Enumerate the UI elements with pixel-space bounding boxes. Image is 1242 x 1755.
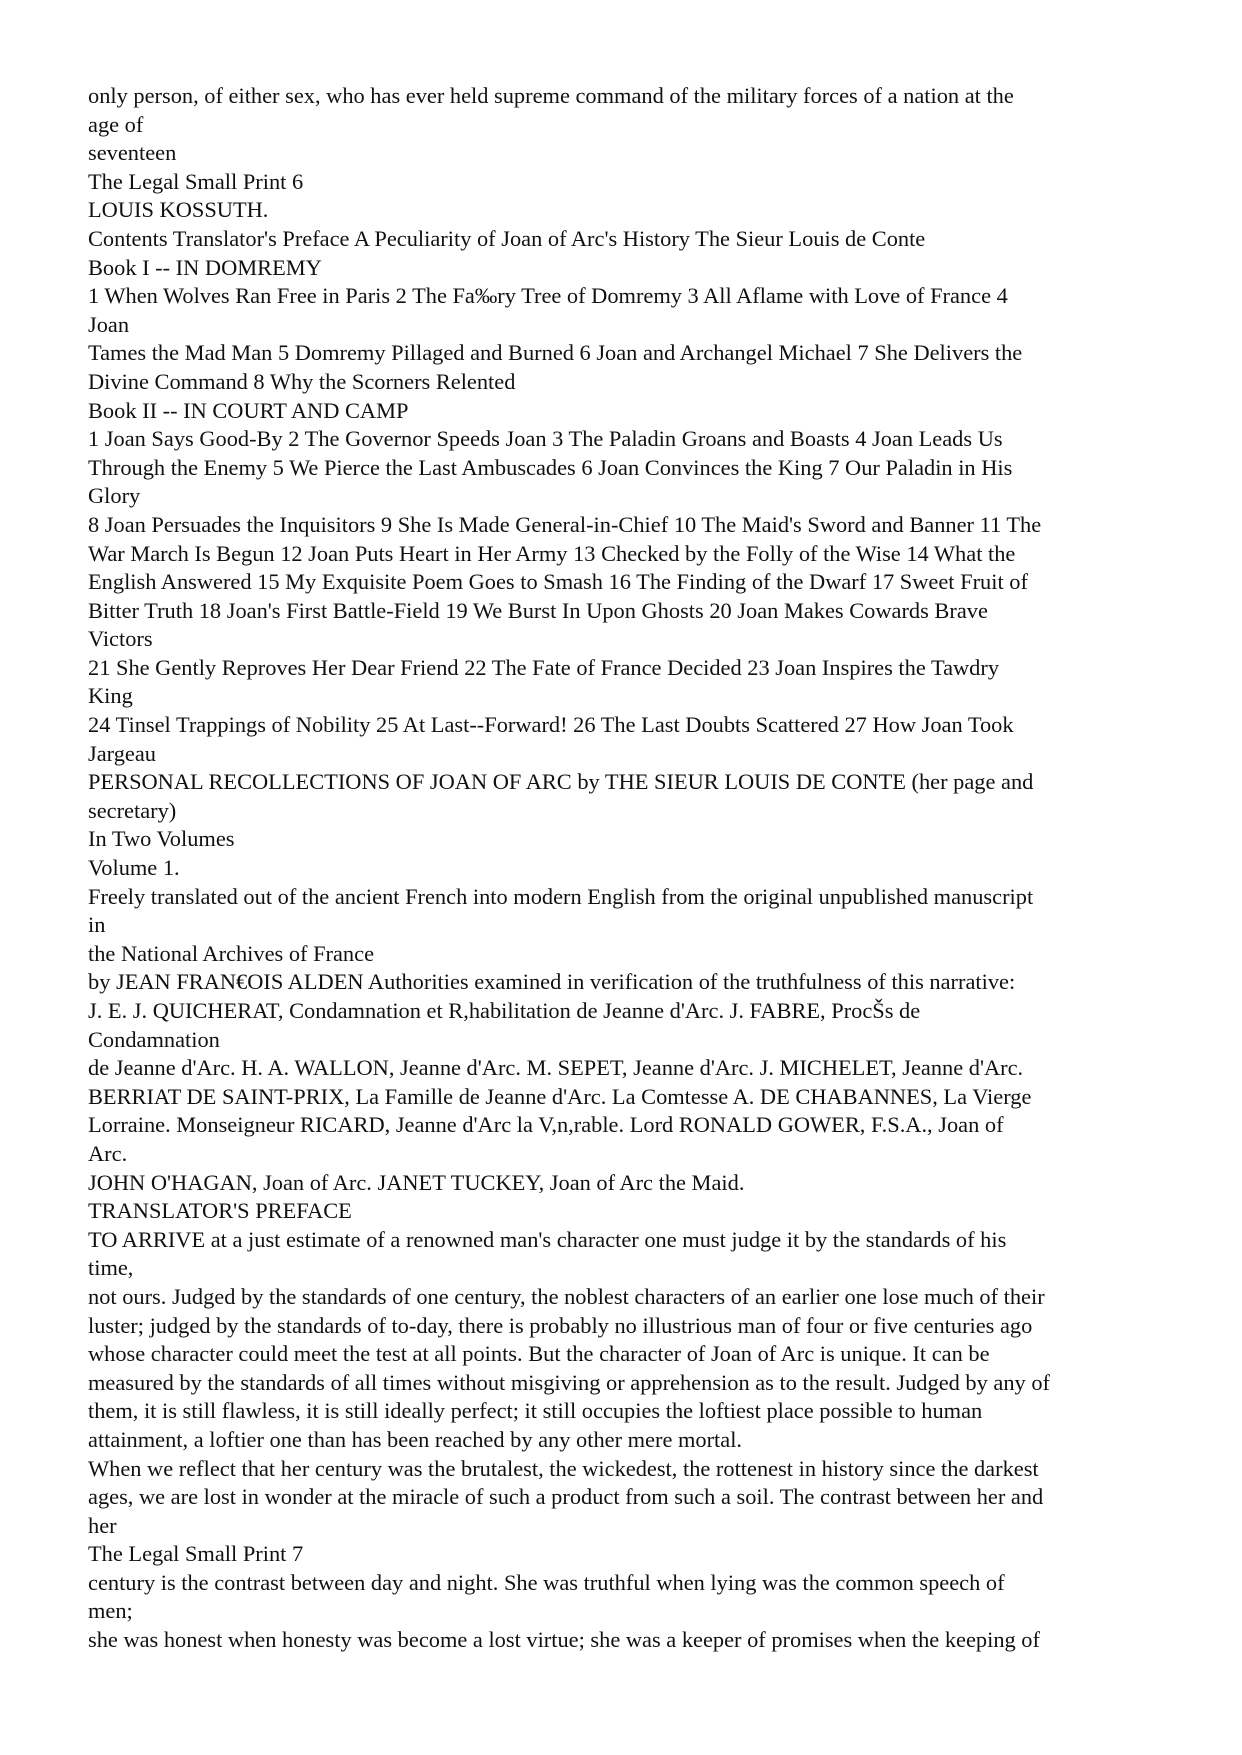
- text-line-39: JOHN O'HAGAN, Joan of Arc. JANET TUCKEY, Joan of Arc the Maid.: [88, 1169, 745, 1195]
- text-line-11: Divine Command 8 Why the Scorners Relented: [88, 368, 516, 394]
- text-line-35: de Jeanne d'Arc. H. A. WALLON, Jeanne d'Arc. M. SEPET, Jeanne d'Arc. J. MICHELET, Jeanne d'Arc.: [88, 1055, 1024, 1081]
- text-line-53: century is the contrast between day and night. She was truthful when lying was the common speech of: [88, 1569, 1005, 1595]
- text-line-1: only person, of either sex, who has ever held supreme command of the military forces of a nation at the: [88, 83, 1014, 108]
- text-line-45: whose character could meet the test at all points. But the character of Joan of Arc is unique. It can be: [88, 1341, 990, 1367]
- text-line-43: not ours. Judged by the standards of one century, the noblest characters of an earlier one lose much of their: [88, 1283, 1045, 1309]
- text-line-20: Victors: [88, 626, 153, 652]
- text-line-26: secretary): [88, 797, 177, 823]
- text-line-55: she was honest when honesty was become a lost virtue; she was a keeper of promises when the keeping of: [88, 1627, 1040, 1653]
- text-line-46: measured by the standards of all times without misgiving or apprehension as to the result. Judged by any of: [88, 1369, 1050, 1395]
- text-line-19: Bitter Truth 18 Joan's First Battle-Field 19 We Burst In Upon Ghosts 20 Joan Makes Cowards Brave: [88, 597, 988, 623]
- text-line-31: the National Archives of France: [88, 940, 375, 966]
- text-line-32: by JEAN FRAN€OIS ALDEN Authorities examined in verification of the truthfulness of this narrative:: [88, 969, 1016, 995]
- text-line-16: 8 Joan Persuades the Inquisitors 9 She Is Made General-in-Chief 10 The Maid's Sword and Banner 11 The: [88, 511, 1042, 537]
- text-line-29: Freely translated out of the ancient French into modern English from the original unpublished manuscript: [88, 883, 1034, 909]
- book-one-heading: Book I -- IN DOMREMY: [88, 254, 322, 280]
- text-line-36: BERRIAT DE SAINT-PRIX, La Famille de Jeanne d'Arc. La Comtesse A. DE CHABANNES, La Vierge: [88, 1083, 1032, 1109]
- text-line-54: men;: [88, 1598, 133, 1624]
- text-line-21: 21 She Gently Reproves Her Dear Friend 22 The Fate of France Decided 23 Joan Inspires the Tawdry: [88, 654, 1000, 680]
- title-line: PERSONAL RECOLLECTIONS OF JOAN OF ARC by THE SIEUR LOUIS DE CONTE (her page and: [88, 769, 1034, 795]
- preface-heading: TRANSLATOR'S PREFACE: [88, 1198, 352, 1224]
- text-line-9: Joan: [88, 311, 130, 337]
- text-line-23: 24 Tinsel Trappings of Nobility 25 At Last--Forward! 26 The Last Doubts Scattered 27 How Joan Took: [88, 712, 1014, 738]
- text-line-3: seventeen: [88, 140, 177, 166]
- text-line-38: Arc.: [88, 1140, 128, 1166]
- text-line-50: ages, we are lost in wonder at the miracle of such a product from such a soil. The contrast between her and: [88, 1484, 1044, 1510]
- text-line-28: Volume 1.: [88, 855, 180, 881]
- text-line-37: Lorraine. Monseigneur RICARD, Jeanne d'Arc la V,n,rable. Lord RONALD GOWER, F.S.A., Joan of: [88, 1112, 1004, 1138]
- text-line-2: age of: [88, 111, 144, 137]
- text-line-22: King: [88, 683, 133, 709]
- text-line-30: in: [88, 912, 106, 938]
- text-line-41: TO ARRIVE at a just estimate of a renowned man's character one must judge it by the standards of his: [88, 1226, 1007, 1252]
- text-line-44: luster; judged by the standards of to-day, there is probably no illustrious man of four or five centuries ago: [88, 1312, 1033, 1338]
- book-two-heading: Book II -- IN COURT AND CAMP: [88, 397, 409, 423]
- text-line-18: English Answered 15 My Exquisite Poem Goes to Smash 16 The Finding of the Dwarf 17 Sweet Fruit of: [88, 569, 1028, 595]
- text-line-10: Tames the Mad Man 5 Domremy Pillaged and Burned 6 Joan and Archangel Michael 7 She Delivers the: [88, 340, 1023, 366]
- text-line-15: Glory: [88, 483, 141, 509]
- text-line-33: J. E. J. QUICHERAT, Condamnation et R,habilitation de Jeanne d'Arc. J. FABRE, ProcŠs de: [88, 998, 921, 1023]
- text-line-27: In Two Volumes: [88, 826, 235, 852]
- text-line-42: time,: [88, 1255, 134, 1281]
- text-line-17: War March Is Begun 12 Joan Puts Heart in Her Army 13 Checked by the Folly of the Wise 14 What the: [88, 540, 1016, 566]
- text-line-49: When we reflect that her century was the brutalest, the wickedest, the rottenest in history since the darkest: [88, 1455, 1039, 1481]
- text-line-47: them, it is still flawless, it is still ideally perfect; it still occupies the loftiest place possible to human: [88, 1398, 983, 1424]
- text-line-14: Through the Enemy 5 We Pierce the Last Ambuscades 6 Joan Convinces the King 7 Our Paladin in His: [88, 454, 1013, 480]
- contents-line: Contents Translator's Preface A Peculiarity of Joan of Arc's History The Sieur Louis de Conte: [88, 225, 926, 251]
- text-line-8: 1 When Wolves Ran Free in Paris 2 The Fa‰ry Tree of Domremy 3 All Aflame with Love of France 4: [88, 283, 1008, 309]
- page-header-7: The Legal Small Print 7: [88, 1541, 304, 1567]
- text-line-51: her: [88, 1512, 117, 1538]
- text-line-34: Condamnation: [88, 1026, 220, 1052]
- text-line-13: 1 Joan Says Good-By 2 The Governor Speeds Joan 3 The Paladin Groans and Boasts 4 Joan Leads Us: [88, 426, 1003, 452]
- text-line-5: LOUIS KOSSUTH.: [88, 197, 269, 223]
- page-header-6: The Legal Small Print 6: [88, 168, 304, 194]
- text-line-24: Jargeau: [88, 740, 156, 766]
- text-line-48: attainment, a loftier one than has been reached by any other mere mortal.: [88, 1426, 743, 1452]
